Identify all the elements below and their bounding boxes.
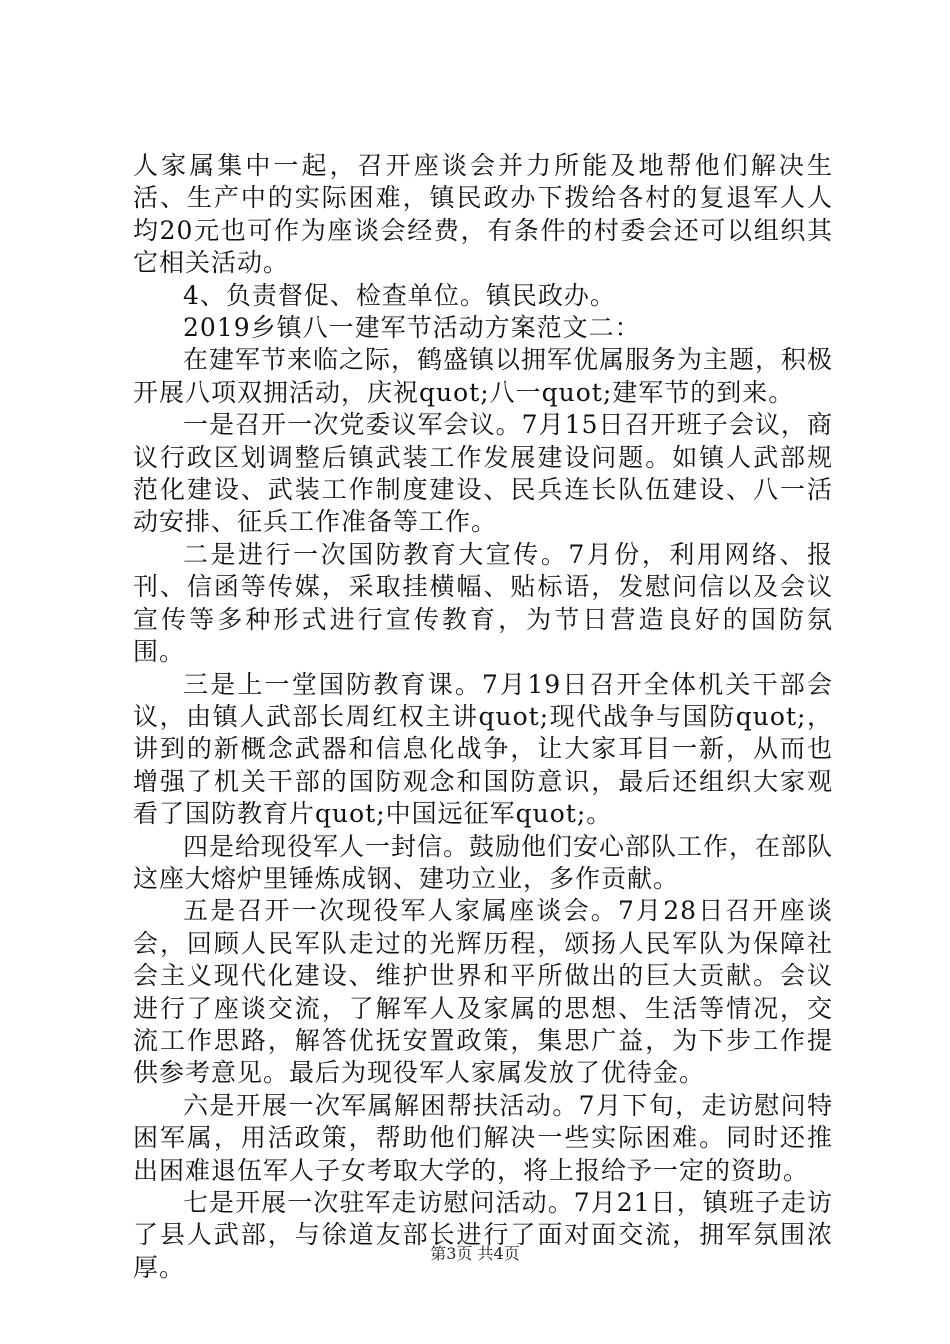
- paragraph-3: 2019乡镇八一建军节活动方案范文二：: [183, 313, 641, 343]
- paragraph-8: 四是给现役军人一封信。鼓励他们安心部队工作，在部队这座大熔炉里锤炼成钢、建功立业，多作贡献。: [133, 831, 834, 893]
- paragraph-4: 在建军节来临之际，鹤盛镇以拥军优属服务为主题，积极开展八项双拥活动，庆祝quot;八一quot;建军节的到来。: [133, 345, 834, 407]
- page-footer: [0, 1244, 950, 1264]
- paragraph-10: 六是开展一次军属解困帮扶活动。7月下旬，走访慰问特困军属，用活政策，帮助他们解决一些实际困难。同时还推出困难退伍军人子女考取大学的，将上报给予一定的资助。: [133, 1090, 833, 1185]
- paragraph-7: 三是上一堂国防教育课。7月19日召开全体机关干部会议，由镇人武部长周红权主讲quot;现代战争与国防quot;，讲到的新概念武器和信息化战争，让大家耳目一新，从而也增强了机关干部的国防观念和国防意识，最后还组织大家观看了国防教育片quot;中国远征军quot;。: [133, 669, 833, 829]
- paragraph-5: 一是召开一次党委议军会议。7月15日召开班子会议，商议行政区划调整后镇武装工作发展建设问题。如镇人武部规范化建设、武装工作制度建设、民兵连长队伍建设、八一活动安排、征兵工作准备等工作。: [133, 410, 833, 537]
- paragraph-2: 4、负责督促、检查单位。镇民政办。: [183, 280, 616, 310]
- page-number-label: 第3页 共4页: [430, 1244, 520, 1263]
- paragraph-6: 二是进行一次国防教育大宣传。7月份，利用网络、报刊、信函等传媒，采取挂横幅、贴标语，发慰问信以及会议宣传等多种形式进行宣传教育，为节日营造良好的国防氛围。: [133, 539, 833, 667]
- paragraph-1: 人家属集中一起，召开座谈会并力所能及地帮他们解决生活、生产中的实际困难，镇民政办下拨给各村的复退军人人均20元也可作为座谈会经费，有条件的村委会还可以组织其它相关活动。: [133, 151, 833, 278]
- document-body: [133, 150, 833, 1284]
- paragraph-11: 七是开展一次驻军走访慰问活动。7月21日，镇班子走访了县人武部，与徐道友部长进行了面对面交流，拥军氛围浓厚。: [133, 1188, 833, 1282]
- paragraph-9: 五是召开一次现役军人家属座谈会。7月28日召开座谈会，回顾人民军队走过的光辉历程，颂扬人民军队为保障社会主义现代化建设、维护世界和平所做出的巨大贡献。会议进行了座谈交流，了解军人及家属的思想、生活等情况，交流工作思路，解答优抚安置政策，集思广益，为下步工作提供参考意见。最后为现役军人家属发放了优待金。: [133, 896, 833, 1088]
